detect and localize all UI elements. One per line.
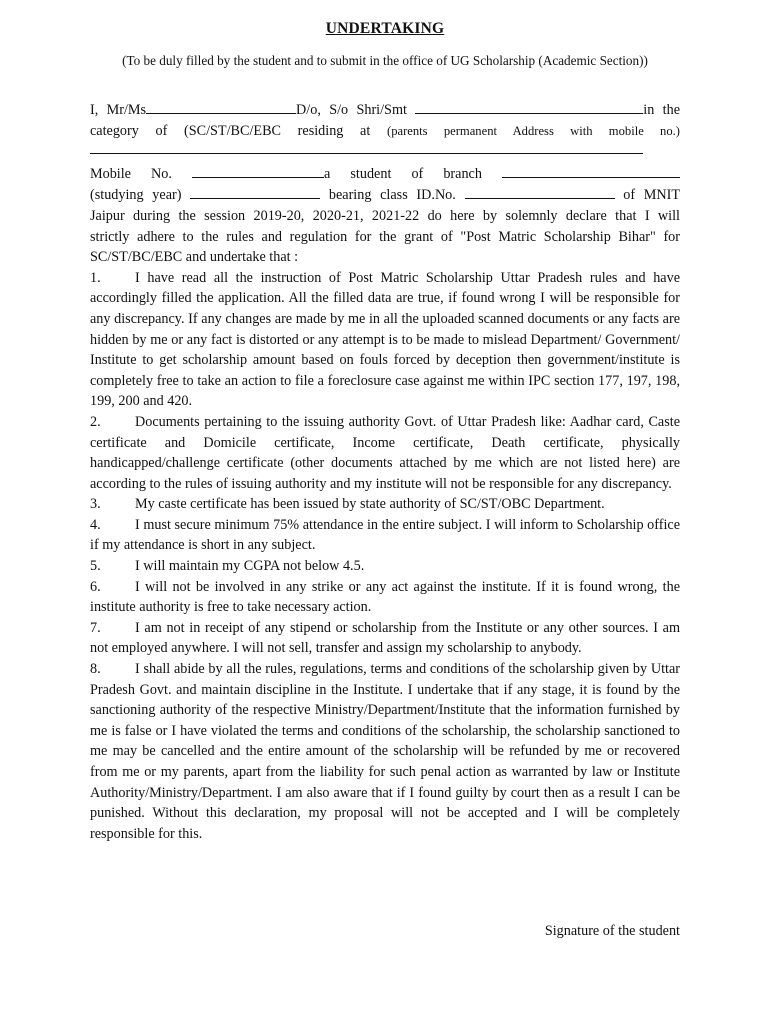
list-item: [90, 577, 680, 618]
list-item: [90, 494, 680, 515]
item-text: I am not in receipt of any stipend or scholarship from the Institute or any other sources. I am not employed anywhere. I will not sell, transfer and assign my scholarship to anybody.: [90, 619, 680, 657]
intro-line-5: Jaipur during the session 2019-20, 2020-21, 2021-22 do here by solemnly declare that I will: [90, 207, 680, 224]
item-number: 4.: [90, 516, 101, 533]
undertaking-items: [90, 268, 680, 845]
intro-line-2: category of (SC/ST/BC/EBC residing at (parents permanent Address with mobile no.): [90, 122, 680, 139]
item-text: My caste certificate has been issued by state authority of SC/ST/OBC Department.: [135, 496, 605, 513]
intro-line-7: SC/ST/BC/EBC and undertake that :: [90, 249, 299, 266]
intro-line-6: strictly adhere to the rules and regulation for the grant of "Post Matric Scholarship Bihar" for: [90, 228, 680, 245]
intro-line-1: I, Mr/Ms D/o, S/o Shri/Smt in the: [90, 99, 680, 121]
item-text: I must secure minimum 75% attendance in the entire subject. I will inform to Scholarship office if my attendance is short in any subject.: [90, 516, 680, 554]
mobile-field[interactable]: [192, 163, 324, 178]
branch-field[interactable]: [502, 163, 680, 178]
studying-year-field[interactable]: [190, 184, 320, 199]
item-number: 8.: [90, 661, 101, 678]
name-field[interactable]: [146, 99, 296, 114]
undertaking-body: [90, 99, 680, 844]
item-number: 1.: [90, 269, 101, 286]
address-field[interactable]: [90, 141, 643, 154]
list-item: [90, 412, 680, 494]
intro-line-4: (studying year) bearing class ID.No. of MNIT: [90, 184, 680, 206]
item-text: I have read all the instruction of Post Matric Scholarship Uttar Pradesh rules and have accordingly filled the application. All the filled data are true, if found wrong I will be responsible for any discrepancy. If any changes are made by me in all the uploaded scanned documents or any facts are hidden by me or any fact is distorted or any attempt is to be made to mislead Department/ Government/ Institute to get scholarship amount based on fouls forced by deception then government/institute is completely free to take an action to file a foreclosure case against me within IPC section 177, 197, 198, 199, 200 and 420.: [90, 269, 680, 410]
item-number: 6.: [90, 578, 101, 595]
list-item: [90, 515, 680, 556]
signature-label: Signature of the student: [544, 923, 680, 939]
item-text: Documents pertaining to the issuing authority Govt. of Uttar Pradesh like: Aadhar card, Caste certificate and Domicile certificate, Income certificate, Death certificate, physically handicapped/challenge certificate (other documents attached by me which are not listed here) are according to the rules of issuing authority and my institute will not be responsible for any discrepancy.: [90, 413, 680, 492]
list-item: [90, 659, 680, 844]
document-page: [90, 0, 680, 1024]
class-id-field[interactable]: [465, 184, 615, 199]
list-item: [90, 556, 680, 577]
parent-name-field[interactable]: [415, 99, 643, 114]
intro-line-3: Mobile No. a student of branch: [90, 163, 680, 185]
item-number: 2.: [90, 413, 101, 430]
list-item: [90, 268, 680, 412]
item-number: 5.: [90, 558, 101, 575]
item-number: 3.: [90, 496, 101, 513]
page-title: UNDERTAKING: [325, 20, 445, 37]
item-text: I will not be involved in any strike or any act against the institute. If it is found wrong, the institute authority is free to take necessary action.: [90, 578, 680, 616]
list-item: [90, 618, 680, 659]
item-text: I shall abide by all the rules, regulations, terms and conditions of the scholarship given by Uttar Pradesh Govt. and maintain discipline in the Institute. I undertake that if any stage, it is found by the sanctioning authority of the respective Ministry/Department/Institute that the information furnished by me is false or I have violated the terms and conditions of the scholarship, the scholarship sanctioned to me may be cancelled and the entire amount of the scholarship will be refunded by me or recovered from me or my parents, apart from the liability for such penal action as warranted by law or Institute Authority/Ministry/Department. I am also aware that if I found guilty by court then as a result I can be punished. Without this declaration, my proposal will not be accepted and I will be completely responsible for this.: [90, 661, 680, 842]
item-text: I will maintain my CGPA not below 4.5.: [135, 558, 365, 575]
item-number: 7.: [90, 619, 101, 636]
page-subtitle: (To be duly filled by the student and to submit in the office of UG Scholarship (Academic Section)): [122, 53, 648, 68]
